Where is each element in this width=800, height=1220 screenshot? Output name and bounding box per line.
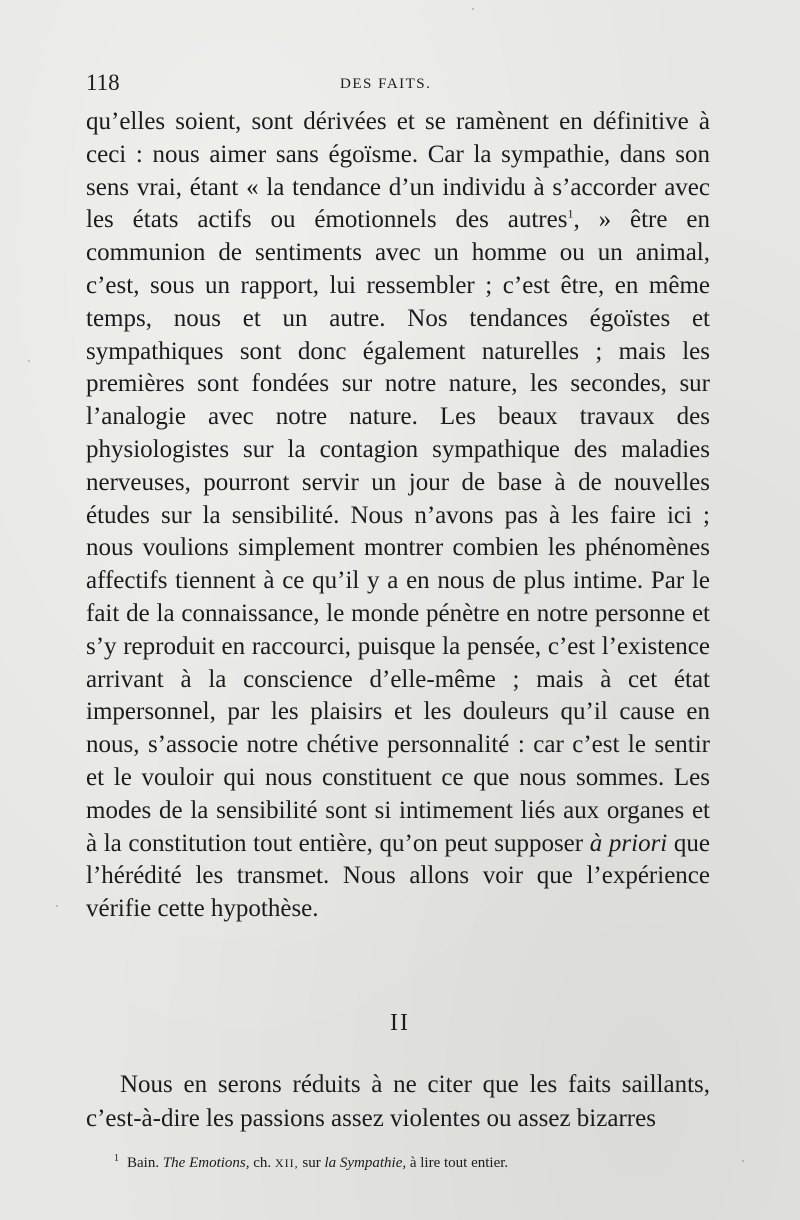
footnote [114, 1153, 714, 1172]
footnote-chapter-prefix: ch. [253, 1155, 272, 1171]
footnote-subject: la Sympathie, [324, 1155, 407, 1171]
footnote-chapter: XII, [274, 1156, 299, 1170]
body-text-part-2: , » être en communion de sentiments avec un homme ou un animal, c’est, sous un rapport, lui ressembler ; c’est être, en même temps, nous et un autre. Nos tendances égoïstes et sympathiques sont donc également naturelles ; mais les premières sont fondées sur notre nature, les secondes, sur l’analogie avec notre nature. Les beaux travaux des physiologistes sur la contagion sympathique des maladies nerveuses, pourront servir un jour de base à de nouvelles études sur la sensibilité. Nous n’avons pas à les faire ici ; nous voulions simplement montrer combien les phénomènes affectifs tiennent à ce qu’il y a en nous de plus intime. Par le fait de la connaissance, le monde pénètre en notre personne et s’y reproduit en raccourci, puisque la pensée, c’est l’existence arrivant à la conscience d’elle-même ; mais à cet état impersonnel, par les plaisirs et les douleurs qu’il cause en nous, s’associe notre chétive personnalité : car c’est le sentir et le vouloir qui nous constituent ce que nous sommes. Les modes de la sensibilité sont si intimement liés aux organes et à la constitution tout entière, qu’on peut supposer [86, 206, 710, 857]
page-header [86, 70, 714, 100]
footnote-author: Bain. [127, 1155, 160, 1171]
footnote-mark: 1 [114, 1153, 119, 1164]
footnote-rest: à lire tout entier. [409, 1155, 509, 1171]
body-paragraph [86, 106, 710, 926]
running-head: DES FAITS. [340, 76, 432, 92]
italic-phrase: à priori [589, 829, 668, 857]
footnote-on: sur [302, 1155, 321, 1171]
paper-speck [472, 8, 474, 10]
body-text-part-3: que l’hérédité les transmet. Nous allons voir que l’expérience vérifie cette hypothèse. [86, 829, 711, 923]
body-text-part-1: qu’elles soient, sont dérivées et se ramènent en définitive à ceci : nous aimer sans égoïsme. Car la sympathie, dans son sens vrai, étant « la tendance d’un individu à s’accorder avec les états actifs ou émotionnels des autres [86, 108, 710, 234]
footnote-reference: 1 [567, 207, 574, 222]
page-number: 118 [86, 70, 120, 95]
paper-speck [28, 360, 30, 362]
section-number: II [390, 1010, 410, 1036]
footnote-title: The Emotions, [162, 1155, 250, 1171]
section-paragraph: Nous en serons réduits à ne citer que les faits saillants, c’est-à-dire les passions assez violentes ou assez bizarres [86, 1071, 710, 1132]
paper-speck [742, 1160, 744, 1162]
paper-speck [56, 905, 58, 907]
